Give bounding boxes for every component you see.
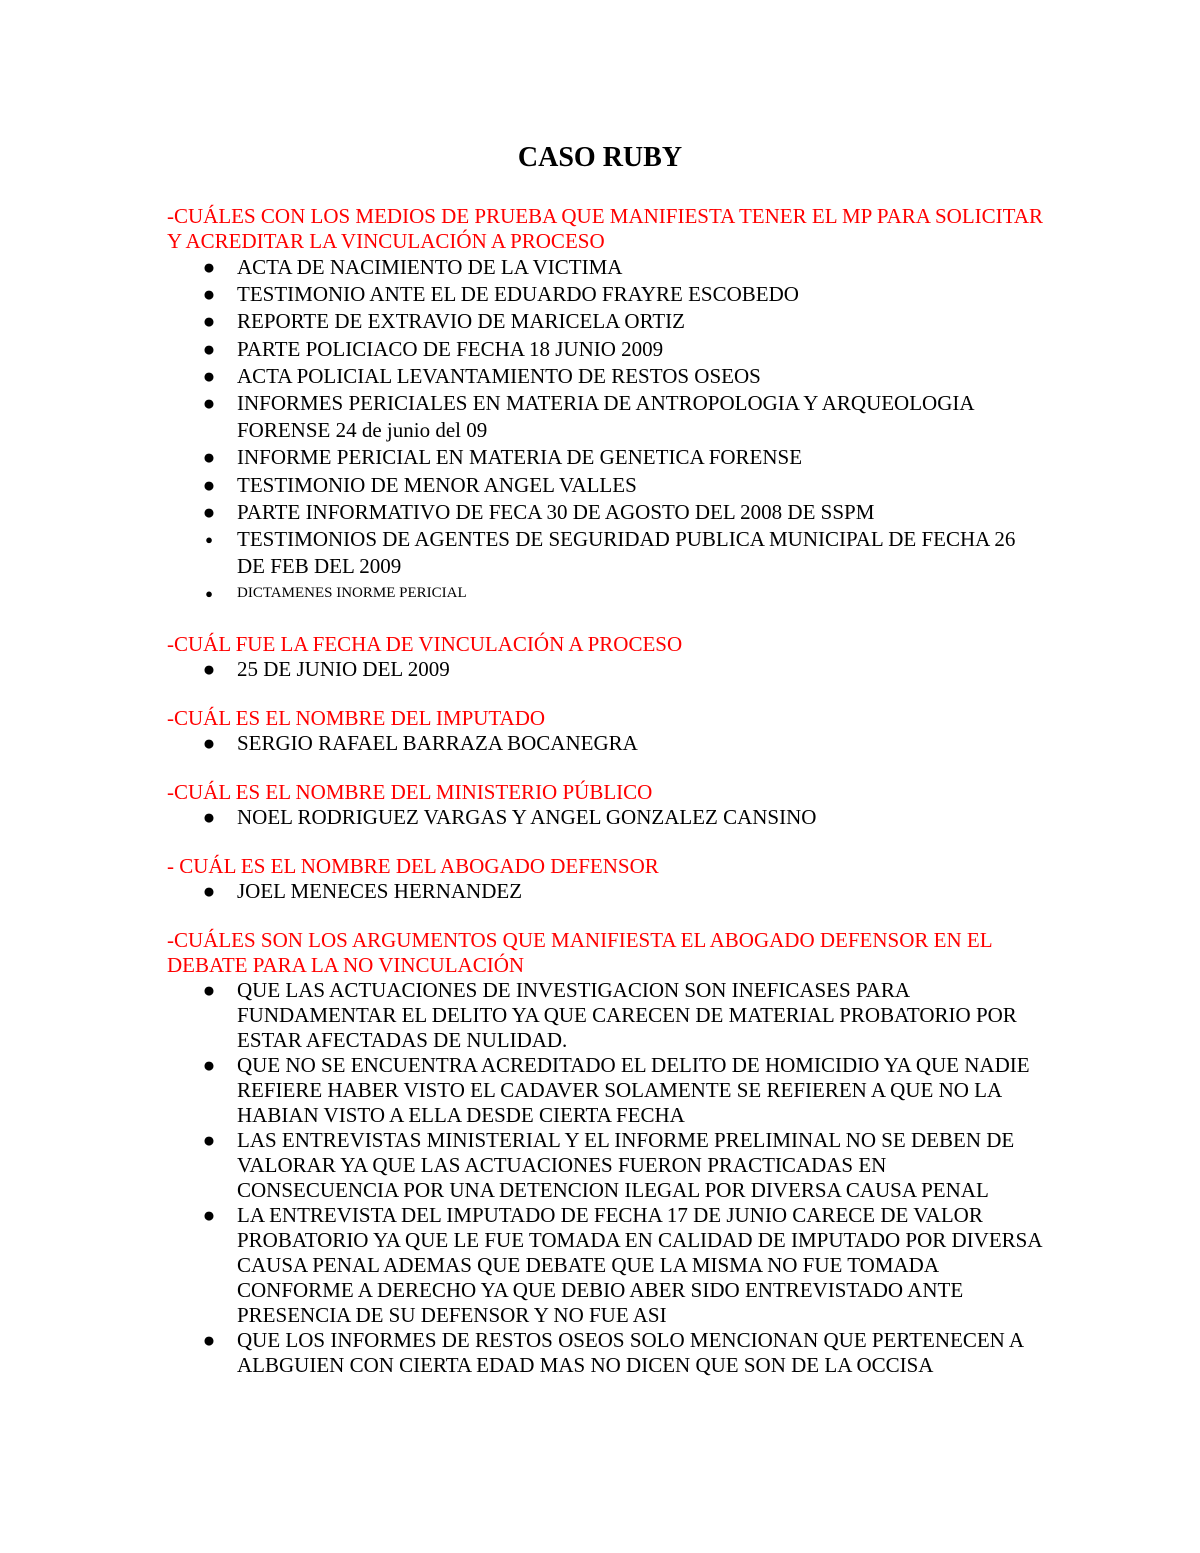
bullet-icon: ● [202,255,216,279]
bullet-icon: ● [202,656,216,681]
list-item: ● TESTIMONIO DE MENOR ANGEL VALLES [167,472,1047,499]
bullet-icon: ● [202,1327,216,1352]
prosecutor-list [167,805,1047,830]
bullet-icon: ● [202,1052,216,1077]
bullet-icon: ● [205,586,213,602]
bullet-icon: ● [202,977,216,1002]
bullet-icon: ● [202,730,216,755]
section-evidence [167,204,1047,608]
section-date [167,632,1047,682]
document-body [167,204,1047,1378]
spacer [167,682,1047,706]
list-item: ● NOEL RODRIGUEZ VARGAS Y ANGEL GONZALEZ CANSINO [202,804,817,829]
defendant-list [167,731,1047,756]
bullet-icon: ● [202,1202,216,1227]
bullet-icon: ● [202,878,216,903]
bullet-icon: ● [202,445,216,470]
list-item: ● ACTA DE NACIMIENTO DE LA VICTIMA [167,254,1047,281]
bullet-icon: ● [202,499,216,524]
list-item: ● SERGIO RAFAEL BARRAZA BOCANEGRA [202,730,638,755]
list-item: ● QUE LAS ACTUACIONES DE INVESTIGACION SON INEFICASES PARA FUNDAMENTAR EL DELITO YA QUE CARECEN DE MATERIAL PROBATORIO POR ESTAR AFECTADAS DE NULIDAD. [202,977,1017,1052]
spacer [167,608,1047,632]
list-item: ● LAS ENTREVISTAS MINISTERIAL Y EL INFORME PRELIMINAL NO SE DEBEN DE VALORAR YA QUE LAS ACTUACIONES FUERON PRACTICADAS EN CONSECUENCIA POR UNA DETENCION ILEGAL POR DIVERSA CAUSA PENAL [202,1127,1015,1202]
evidence-list [167,254,1047,608]
question-defense-lawyer: - CUÁL ES EL NOMBRE DEL ABOGADO DEFENSOR [167,853,659,878]
defense-lawyer-list [167,879,1047,904]
bullet-icon: ● [202,1127,216,1152]
bullet-icon: ● [202,472,216,497]
list-item: ● LA ENTREVISTA DEL IMPUTADO DE FECHA 17 DE JUNIO CARECE DE VALOR PROBATORIO YA QUE LE FUE TOMADA EN CALIDAD DE IMPUTADO POR DIVERSA CAUSA PENAL ADEMAS QUE DEBATE QUE LA MISMA NO FUE TOMADA CONFORME A DERECHO YA QUE DEBIO ABER SIDO ENTREVISTADO ANTE PRESENCIA DE SU DEFENSOR Y NO FUE ASI [202,1202,1042,1327]
bullet-icon: ● [202,363,216,388]
bullet-icon: ● [202,804,216,829]
question-date: -CUÁL FUE LA FECHA DE VINCULACIÓN A PROCESO [167,631,683,656]
bullet-icon: ● [202,391,216,416]
list-item: ● REPORTE DE EXTRAVIO DE MARICELA ORTIZ [167,308,1047,335]
section-defense-lawyer [167,854,1047,904]
arguments-list [167,978,1047,1378]
bullet-icon: ● [202,336,216,361]
list-item: ● QUE NO SE ENCUENTRA ACREDITADO EL DELITO DE HOMICIDIO YA QUE NADIE REFIERE HABER VISTO EL CADAVER SOLAMENTE SE REFIEREN A QUE NO LA HABIAN VISTO A ELLA DESDE CIERTA FECHA [202,1052,1030,1127]
list-item: ● PARTE POLICIACO DE FECHA 18 JUNIO 2009 [167,336,1047,363]
section-defendant [167,706,1047,756]
list-item: ● 25 DE JUNIO DEL 2009 [202,656,450,681]
list-item: ● QUE LOS INFORMES DE RESTOS OSEOS SOLO MENCIONAN QUE PERTENECEN A ALBGUIEN CON CIERTA EDAD MAS NO DICEN QUE SON DE LA OCCISA [202,1327,1023,1377]
list-item: ● TESTIMONIO ANTE EL DE EDUARDO FRAYRE ESCOBEDO [167,281,1047,308]
section-arguments [167,928,1047,1378]
bullet-icon: ● [202,282,216,307]
list-item: ● PARTE INFORMATIVO DE FECA 30 DE AGOSTO DEL 2008 DE SSPM [167,499,1047,526]
list-item: ● INFORME PERICIAL EN MATERIA DE GENETICA FORENSE [167,444,1047,471]
spacer [167,756,1047,780]
bullet-icon: ● [205,532,213,548]
list-item: ● TESTIMONIOS DE AGENTES DE SEGURIDAD PUBLICA MUNICIPAL DE FECHA 26 DE FEB DEL 2009 [167,526,1047,580]
spacer [167,830,1047,854]
date-list [167,657,1047,682]
question-defendant: -CUÁL ES EL NOMBRE DEL IMPUTADO [167,705,546,730]
spacer [167,904,1047,928]
question-evidence: -CUÁLES CON LOS MEDIOS DE PRUEBA QUE MANIFIESTA TENER EL MP PARA SOLICITAR Y ACREDITAR LA VINCULACIÓN A PROCESO [167,204,1043,253]
section-prosecutor [167,780,1047,830]
list-item: ● DICTAMENES INORME PERICIAL [167,580,1047,607]
list-item: ● JOEL MENECES HERNANDEZ [202,878,523,903]
question-prosecutor: -CUÁL ES EL NOMBRE DEL MINISTERIO PÚBLICO [167,779,653,804]
bullet-icon: ● [202,309,216,334]
document-title: CASO RUBY [517,142,683,173]
list-item: ● ACTA POLICIAL LEVANTAMIENTO DE RESTOS OSEOS [167,363,1047,390]
list-item: ● INFORMES PERICIALES EN MATERIA DE ANTROPOLOGIA Y ARQUEOLOGIA FORENSE 24 de junio del 09 [202,391,974,443]
question-arguments: -CUÁLES SON LOS ARGUMENTOS QUE MANIFIESTA EL ABOGADO DEFENSOR EN EL DEBATE PARA LA NO VINCULACIÓN [167,927,992,977]
